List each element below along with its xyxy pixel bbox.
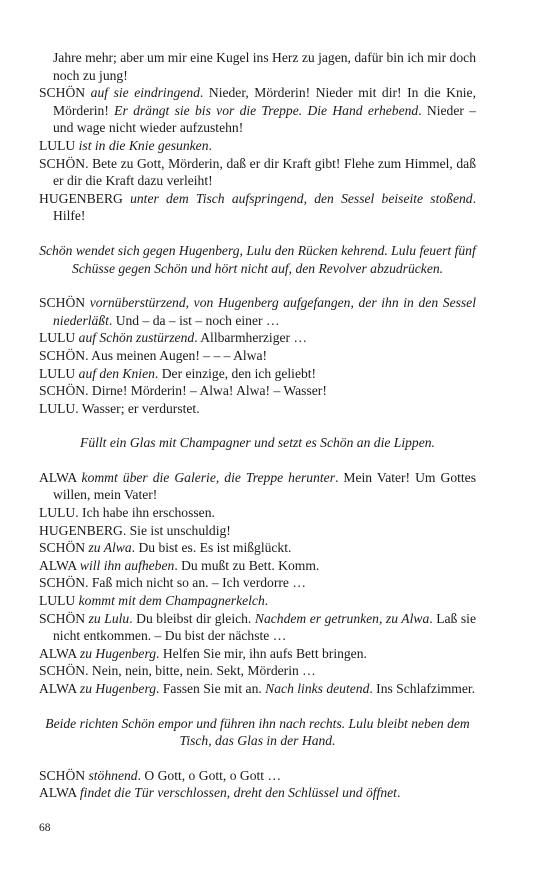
spacer [39,698,476,715]
speech-line [39,662,476,680]
speech-text: ALWA [39,645,80,661]
speech-text: . Laß sie nicht entkommen. – Du bist der nächste … [53,610,476,644]
stage-direction: Füllt ein Glas mit Champagner und setzt es Schön an die Lippen. [80,435,435,451]
speech-line [39,610,476,645]
speech-line [39,155,476,190]
stage-note: ist in die Knie gesunken [78,137,209,153]
spacer [39,452,476,469]
spacer [39,750,476,767]
stage-note: zu Hugenberg [79,645,157,661]
speech-text: . Der einzige, den ich geliebt! [154,365,317,381]
speech-text: HUGENBERG. Sie ist unschuldig! [39,522,231,538]
spacer [39,225,476,242]
stage-note: kommt über die Galerie, die Treppe herunter [81,469,335,485]
speech-text: SCHÖN. Faß mich nicht so an. – Ich verdorre … [39,575,306,591]
speech-line [39,767,476,785]
speech-text: Jahre mehr; aber um mir eine Kugel ins Herz zu jagen, dafür bin ich mir doch noch zu jung! [53,50,476,83]
speech-text: . Helfen Sie mir, ihn aufs Bett bringen. [156,645,367,661]
speech-line [39,680,476,698]
speech-text: . Fassen Sie mit an. [156,681,266,696]
speech-line [39,645,476,663]
stage-note: auf Schön zustürzend [78,330,195,346]
spacer [39,277,476,294]
stage-note: Er drängt sie bis vor die Treppe. Die Hand erhebend [114,102,419,118]
speech-text: ALWA [39,557,80,573]
speech-text: . O Gott, o Gott, o Gott … [137,767,282,783]
speech-text: SCHÖN [39,767,89,783]
speech-line [39,190,476,225]
speech-text: ALWA [39,681,80,696]
speech-text: LULU [39,330,79,346]
speech-text: SCHÖN. Dirne! Mörderin! – Alwa! Alwa! – Wasser! [39,383,327,399]
speech-line [39,329,476,347]
speech-text: . [264,593,269,609]
speech-text: LULU [39,137,79,153]
speech-line [39,557,476,575]
speech-text: . Ins Schlafzimmer. [369,681,476,696]
spacer [39,417,476,434]
speech-text: . Und – da – ist – noch einer … [108,312,280,328]
speech-text: LULU. Ich habe ihn erschossen. [39,505,215,521]
speech-line [39,522,476,540]
stage-note: zu Hugenberg [79,681,157,696]
speech-line [39,347,476,365]
speech-line [39,137,476,155]
speech-text: . Allbarmherziger … [194,330,308,346]
stage-note: unter dem Tisch aufspringend, den Sessel beiseite stoßend [130,190,473,206]
speech-text: LULU [39,593,79,609]
speech-line [39,365,476,383]
stage-note: kommt mit dem Champagnerkelch [78,593,265,609]
stage-note: findet die Tür verschlossen, dreht den Schlüssel und öffnet [79,785,397,801]
stage-direction: Schön wendet sich gegen Hugenberg, Lulu den Rücken kehrend. Lulu feuert fünf Schüsse gegen Schön und hört nicht auf, den Revolver abzudrücken. [39,242,476,276]
speech-text: SCHÖN. Nein, nein, bitte, nein. Sekt, Mörderin … [39,663,316,679]
speech-text: SCHÖN [39,610,89,626]
speech-line [39,469,476,504]
speech-line [39,784,476,802]
speech-text: . [208,137,212,153]
stage-direction: Beide richten Schön empor und führen ihn nach rechts. Lulu bleibt neben dem Tisch, das Glas in der Hand. [45,715,470,749]
speech-line [39,592,476,610]
stage-note: zu Lulu [88,610,130,626]
stage-note: Nachdem er getrunken, zu Alwa [254,610,430,626]
speech-text: . Mein Vater! Um Gottes willen, mein Vater! [53,469,477,503]
stage-note: will ihn aufheben [79,557,175,573]
speech-text: HUGENBERG [39,190,131,206]
speech-text: ALWA [39,469,82,485]
speech-text: . [396,785,401,801]
page-body [39,49,476,802]
speech-line [39,84,476,137]
speech-line [39,539,476,557]
stage-note: vornüberstürzend, von Hugenberg aufgefangen, der ihn in den Sessel niederläßt [53,295,476,328]
speech-text: . Nieder, Mörderin! Nieder mit dir! In die Knie, Mörderin! [53,85,476,118]
speech-text: . Du mußt zu Bett. Komm. [174,557,320,573]
stage-note: Nach links deutend [265,681,370,696]
speech-line [39,382,476,400]
continued-speech [39,49,476,84]
speech-text: LULU [39,365,79,381]
stage-note: stöhnend [88,767,138,783]
speech-line [39,400,476,418]
speech-text: . Du bleibst dir gleich. [129,610,255,626]
speech-line [39,574,476,592]
speech-line [39,294,476,329]
stage-note: zu Alwa [88,540,132,556]
speech-text: SCHÖN [39,85,91,101]
speech-text: LULU. Wasser; er verdurstet. [39,400,200,416]
speech-text: SCHÖN. Bete zu Gott, Mörderin, daß er dir Kraft gibt! Flehe zum Himmel, daß er dir die Kraft dazu verleiht! [39,155,476,189]
speech-text: SCHÖN [39,540,89,556]
speech-text: SCHÖN. Aus meinen Augen! – – – Alwa! [39,347,268,363]
page-number: 68 [39,822,51,834]
speech-text: SCHÖN [39,295,90,311]
speech-line [39,504,476,522]
speech-text: . Du bist es. Es ist mißglückt. [131,540,292,556]
speech-text: ALWA [39,785,80,801]
stage-note: auf sie eindringend [90,85,200,101]
speech-text: . Hilfe! [53,190,476,224]
speech-text: . Nieder – und wage nicht wieder aufzustehn! [53,102,476,136]
stage-note: auf den Knien [78,365,155,381]
